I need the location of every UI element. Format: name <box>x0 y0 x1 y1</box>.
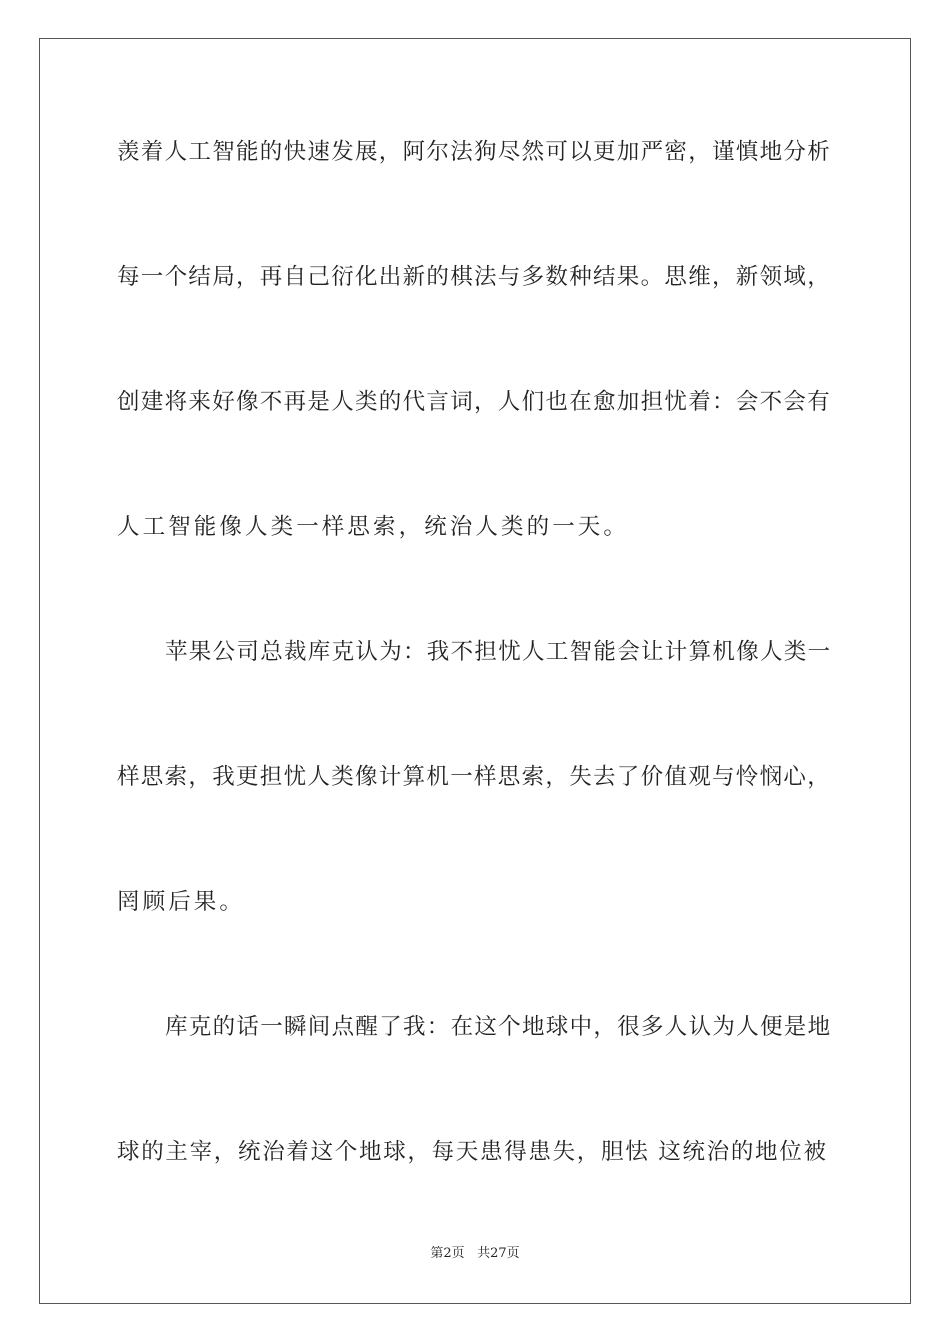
page-number: 第2页 <box>430 1246 465 1261</box>
paragraph-first-line: 库克的话一瞬间点醒了我：在这个地球中，很多人认为人便是地 <box>165 1014 832 1040</box>
text-line: 每一个结局，再自己衍化出新的棋法与多数种结果。思维，新领域， <box>117 264 832 290</box>
page-border <box>39 38 911 1304</box>
text-line: 创建将来好像不再是人类的代言词，人们也在愈加担忧着：会不会有 <box>117 389 832 415</box>
text-line: 罔顾后果。 <box>117 889 246 915</box>
text-line: 羡着人工智能的快速发展，阿尔法狗尽然可以更加严密，谨慎地分析 <box>117 139 832 165</box>
text-line: 球的主宰，统治着这个地球，每天患得患失，胆怯 这统治的地位被 <box>117 1139 828 1165</box>
page-footer <box>0 1245 950 1263</box>
text-line: 人工智能像人类一样思索，统治人类的一天。 <box>117 514 630 540</box>
text-line: 样思索，我更担忧人类像计算机一样思索，失去了价值观与怜悯心， <box>117 764 832 790</box>
total-pages: 共27页 <box>477 1246 520 1261</box>
paragraph-first-line: 苹果公司总裁库克认为：我不担忧人工智能会让计算机像人类一 <box>165 639 832 665</box>
